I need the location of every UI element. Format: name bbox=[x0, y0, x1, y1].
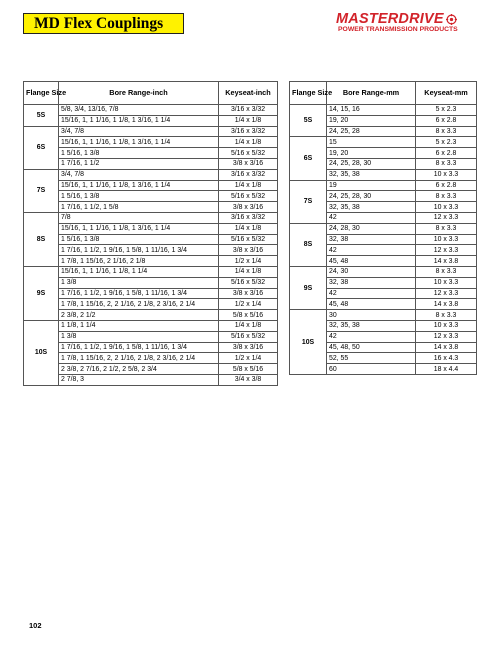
keyseat-cell: 5 x 2.3 bbox=[416, 137, 477, 148]
table-row bbox=[24, 266, 278, 277]
bore-range-cell: 15/16, 1, 1 1/16, 1 1/8, 1 1/4 bbox=[59, 266, 219, 277]
bore-range-cell: 32, 35, 38 bbox=[327, 202, 416, 213]
bore-range-cell: 1 5/16, 1 3/8 bbox=[59, 148, 219, 159]
table-row bbox=[24, 105, 278, 116]
table-row bbox=[24, 277, 278, 288]
keyseat-cell: 12 x 3.3 bbox=[416, 245, 477, 256]
bore-range-cell: 45, 48 bbox=[327, 299, 416, 310]
header-flange-size: Flange Size bbox=[290, 82, 327, 105]
keyseat-cell: 3/16 x 3/32 bbox=[219, 126, 278, 137]
keyseat-cell: 12 x 3.3 bbox=[416, 212, 477, 223]
keyseat-cell: 3/16 x 3/32 bbox=[219, 212, 278, 223]
bore-range-cell: 1 7/16, 1 1/2, 1 9/16, 1 5/8, 1 11/16, 1 3/4 bbox=[59, 342, 219, 353]
page-number: 102 bbox=[29, 621, 42, 630]
keyseat-cell: 6 x 2.8 bbox=[416, 115, 477, 126]
keyseat-cell: 3/8 x 3/16 bbox=[219, 245, 278, 256]
table-row bbox=[24, 191, 278, 202]
keyseat-cell: 1/4 x 1/8 bbox=[219, 223, 278, 234]
flange-size-cell: 8S bbox=[290, 223, 327, 266]
keyseat-cell: 5/16 x 5/32 bbox=[219, 234, 278, 245]
bore-range-cell: 24, 25, 28, 30 bbox=[327, 158, 416, 169]
bore-range-cell: 1 3/8 bbox=[59, 331, 219, 342]
bore-range-cell: 1 7/16, 1 1/2, 1 5/8 bbox=[59, 202, 219, 213]
table-row bbox=[24, 310, 278, 321]
keyseat-cell: 5/16 x 5/32 bbox=[219, 148, 278, 159]
table-row bbox=[24, 342, 278, 353]
keyseat-cell: 1/4 x 1/8 bbox=[219, 266, 278, 277]
keyseat-cell: 10 x 3.3 bbox=[416, 234, 477, 245]
keyseat-cell: 14 x 3.8 bbox=[416, 299, 477, 310]
table-row bbox=[24, 256, 278, 267]
table-row bbox=[290, 223, 477, 234]
keyseat-cell: 3/8 x 3/16 bbox=[219, 288, 278, 299]
flange-size-cell: 5S bbox=[290, 105, 327, 137]
keyseat-cell: 10 x 3.3 bbox=[416, 320, 477, 331]
bore-range-cell: 15/16, 1, 1 1/16, 1 1/8, 1 3/16, 1 1/4 bbox=[59, 137, 219, 148]
keyseat-cell: 1/4 x 1/8 bbox=[219, 137, 278, 148]
bore-range-cell: 1 3/8 bbox=[59, 277, 219, 288]
table-row bbox=[24, 299, 278, 310]
table-row bbox=[24, 245, 278, 256]
table-row bbox=[24, 137, 278, 148]
gear-icon bbox=[446, 14, 457, 25]
keyseat-cell: 12 x 3.3 bbox=[416, 331, 477, 342]
keyseat-cell: 5/16 x 5/32 bbox=[219, 331, 278, 342]
bore-range-cell: 1 5/16, 1 3/8 bbox=[59, 234, 219, 245]
flange-size-cell: 9S bbox=[290, 266, 327, 309]
flange-size-cell: 5S bbox=[24, 105, 59, 127]
flange-size-cell: 10S bbox=[290, 310, 327, 375]
bore-range-cell: 19, 20 bbox=[327, 148, 416, 159]
bore-range-cell: 1 7/8, 1 15/16, 2, 2 1/16, 2 1/8, 2 3/16, 2 1/4 bbox=[59, 299, 219, 310]
table-row bbox=[290, 180, 477, 191]
bore-range-cell: 7/8 bbox=[59, 212, 219, 223]
table-row bbox=[24, 320, 278, 331]
keyseat-cell: 10 x 3.3 bbox=[416, 277, 477, 288]
bore-range-cell: 5/8, 3/4, 13/16, 7/8 bbox=[59, 105, 219, 116]
flange-size-cell: 9S bbox=[24, 266, 59, 320]
bore-range-cell: 15 bbox=[327, 137, 416, 148]
table-row bbox=[24, 158, 278, 169]
keyseat-cell: 1/4 x 1/8 bbox=[219, 115, 278, 126]
bore-range-cell: 15/16, 1, 1 1/16, 1 1/8, 1 3/16, 1 1/4 bbox=[59, 115, 219, 126]
table-row bbox=[24, 288, 278, 299]
bore-range-cell: 3/4, 7/8 bbox=[59, 169, 219, 180]
keyseat-cell: 6 x 2.8 bbox=[416, 180, 477, 191]
brand-tagline: POWER TRANSMISSION PRODUCTS bbox=[338, 26, 458, 33]
flange-size-cell: 6S bbox=[24, 126, 59, 169]
bore-range-cell: 42 bbox=[327, 212, 416, 223]
bore-range-cell: 24, 30 bbox=[327, 266, 416, 277]
flange-size-cell: 7S bbox=[24, 169, 59, 212]
keyseat-cell: 10 x 3.3 bbox=[416, 169, 477, 180]
brand-logo bbox=[336, 11, 486, 45]
bore-range-cell: 32, 35, 38 bbox=[327, 169, 416, 180]
bore-range-cell: 3/4, 7/8 bbox=[59, 126, 219, 137]
keyseat-cell: 3/8 x 3/16 bbox=[219, 342, 278, 353]
bore-range-cell: 19 bbox=[327, 180, 416, 191]
keyseat-cell: 16 x 4.3 bbox=[416, 353, 477, 364]
flange-size-cell: 8S bbox=[24, 212, 59, 266]
bore-range-cell: 42 bbox=[327, 288, 416, 299]
page-title: MD Flex Couplings bbox=[23, 13, 184, 34]
keyseat-cell: 1/4 x 1/8 bbox=[219, 180, 278, 191]
keyseat-cell: 5/8 x 5/16 bbox=[219, 364, 278, 375]
bore-range-cell: 1 5/16, 1 3/8 bbox=[59, 191, 219, 202]
header-bore-range: Bore Range-inch bbox=[59, 82, 219, 105]
flange-size-cell: 7S bbox=[290, 180, 327, 223]
keyseat-cell: 8 x 3.3 bbox=[416, 266, 477, 277]
bore-range-cell: 32, 38 bbox=[327, 234, 416, 245]
bore-range-cell: 52, 55 bbox=[327, 353, 416, 364]
keyseat-cell: 8 x 3.3 bbox=[416, 158, 477, 169]
bore-range-cell: 2 3/8, 2 7/16, 2 1/2, 2 5/8, 2 3/4 bbox=[59, 364, 219, 375]
table-header-row bbox=[290, 82, 477, 105]
keyseat-cell: 1/2 x 1/4 bbox=[219, 353, 278, 364]
header-flange-size: Flange Size bbox=[24, 82, 59, 105]
keyseat-cell: 6 x 2.8 bbox=[416, 148, 477, 159]
header-keyseat: Keyseat-inch bbox=[219, 82, 278, 105]
bore-range-cell: 30 bbox=[327, 310, 416, 321]
bore-range-cell: 45, 48 bbox=[327, 256, 416, 267]
keyseat-cell: 8 x 3.3 bbox=[416, 310, 477, 321]
bore-range-cell: 15/16, 1, 1 1/16, 1 1/8, 1 3/16, 1 1/4 bbox=[59, 180, 219, 191]
table-row bbox=[24, 148, 278, 159]
table-row bbox=[24, 331, 278, 342]
keyseat-cell: 3/8 x 3/16 bbox=[219, 202, 278, 213]
keyseat-cell: 14 x 3.8 bbox=[416, 256, 477, 267]
bore-range-cell: 2 3/8, 2 1/2 bbox=[59, 310, 219, 321]
table-row bbox=[24, 126, 278, 137]
inch-table-body bbox=[24, 105, 278, 386]
bore-range-cell: 1 7/16, 1 1/2, 1 9/16, 1 5/8, 1 11/16, 1 3/4 bbox=[59, 245, 219, 256]
bore-range-cell: 42 bbox=[327, 331, 416, 342]
keyseat-cell: 5/16 x 5/32 bbox=[219, 191, 278, 202]
table-row bbox=[24, 115, 278, 126]
inch-bore-table bbox=[23, 81, 278, 386]
keyseat-cell: 3/16 x 3/32 bbox=[219, 169, 278, 180]
table-row bbox=[24, 374, 278, 385]
keyseat-cell: 3/4 x 3/8 bbox=[219, 374, 278, 385]
bore-range-cell: 32, 35, 38 bbox=[327, 320, 416, 331]
flange-size-cell: 6S bbox=[290, 137, 327, 180]
table-row bbox=[24, 212, 278, 223]
table-row bbox=[24, 223, 278, 234]
header-bore-range: Bore Range-mm bbox=[327, 82, 416, 105]
bore-range-cell: 42 bbox=[327, 245, 416, 256]
brand-name: MASTERDRIVE bbox=[336, 11, 444, 27]
table-row bbox=[290, 105, 477, 116]
keyseat-cell: 1/2 x 1/4 bbox=[219, 299, 278, 310]
table-row bbox=[24, 353, 278, 364]
table-row bbox=[24, 169, 278, 180]
flange-size-cell: 10S bbox=[24, 320, 59, 385]
bore-range-cell: 24, 28, 30 bbox=[327, 223, 416, 234]
keyseat-cell: 3/8 x 3/16 bbox=[219, 158, 278, 169]
bore-range-cell: 14, 15, 16 bbox=[327, 105, 416, 116]
table-row bbox=[290, 310, 477, 321]
keyseat-cell: 5 x 2.3 bbox=[416, 105, 477, 116]
keyseat-cell: 8 x 3.3 bbox=[416, 223, 477, 234]
header-keyseat: Keyseat-mm bbox=[416, 82, 477, 105]
bore-range-cell: 45, 48, 50 bbox=[327, 342, 416, 353]
keyseat-cell: 5/8 x 5/16 bbox=[219, 310, 278, 321]
bore-range-cell: 1 7/16, 1 1/2 bbox=[59, 158, 219, 169]
bore-range-cell: 1 7/8, 1 15/16, 2 1/16, 2 1/8 bbox=[59, 256, 219, 267]
bore-range-cell: 19, 20 bbox=[327, 115, 416, 126]
bore-range-cell: 60 bbox=[327, 364, 416, 375]
bore-range-cell: 15/16, 1, 1 1/16, 1 1/8, 1 3/16, 1 1/4 bbox=[59, 223, 219, 234]
bore-range-cell: 1 7/8, 1 15/16, 2, 2 1/16, 2 1/8, 2 3/16, 2 1/4 bbox=[59, 353, 219, 364]
bore-range-cell: 2 7/8, 3 bbox=[59, 374, 219, 385]
table-row bbox=[290, 266, 477, 277]
table-row bbox=[24, 202, 278, 213]
bore-range-cell: 32, 38 bbox=[327, 277, 416, 288]
keyseat-cell: 12 x 3.3 bbox=[416, 288, 477, 299]
bore-range-cell: 24, 25, 28, 30 bbox=[327, 191, 416, 202]
keyseat-cell: 1/4 x 1/8 bbox=[219, 320, 278, 331]
table-row bbox=[24, 364, 278, 375]
keyseat-cell: 1/2 x 1/4 bbox=[219, 256, 278, 267]
keyseat-cell: 18 x 4.4 bbox=[416, 364, 477, 375]
bore-range-cell: 1 1/8, 1 1/4 bbox=[59, 320, 219, 331]
bore-range-cell: 1 7/16, 1 1/2, 1 9/16, 1 5/8, 1 11/16, 1 3/4 bbox=[59, 288, 219, 299]
keyseat-cell: 10 x 3.3 bbox=[416, 202, 477, 213]
keyseat-cell: 3/16 x 3/32 bbox=[219, 105, 278, 116]
bore-range-cell: 24, 25, 28 bbox=[327, 126, 416, 137]
table-row bbox=[290, 137, 477, 148]
table-row bbox=[24, 180, 278, 191]
table-header-row bbox=[24, 82, 278, 105]
keyseat-cell: 8 x 3.3 bbox=[416, 126, 477, 137]
mm-bore-table bbox=[289, 81, 477, 375]
keyseat-cell: 14 x 3.8 bbox=[416, 342, 477, 353]
keyseat-cell: 5/16 x 5/32 bbox=[219, 277, 278, 288]
keyseat-cell: 8 x 3.3 bbox=[416, 191, 477, 202]
table-row bbox=[24, 234, 278, 245]
mm-table-body bbox=[290, 105, 477, 375]
